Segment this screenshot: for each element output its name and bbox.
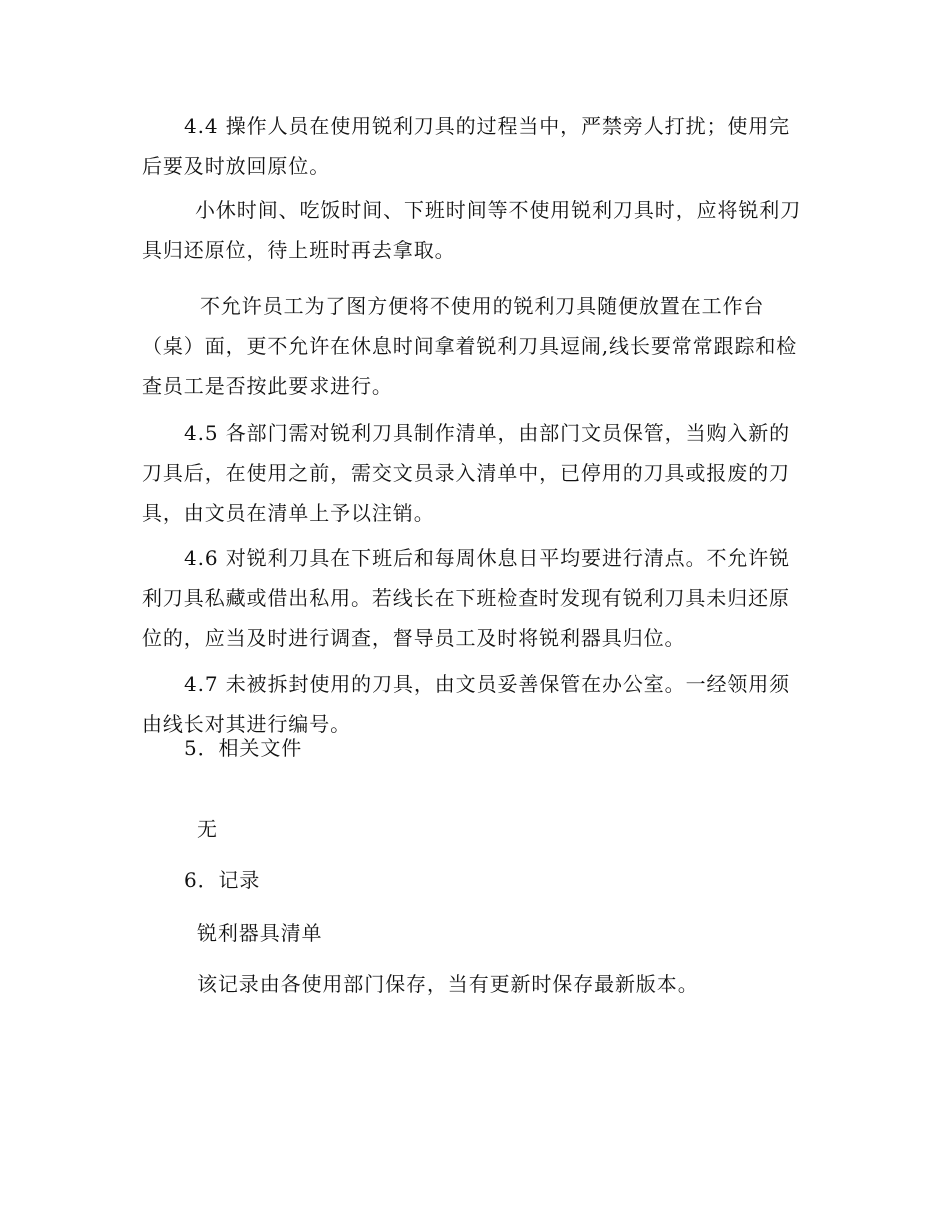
paragraph-4-4: 4.4 操作人员在使用锐利刀具的过程当中，严禁旁人打扰；使用完后要及时放回原位。 <box>142 114 791 178</box>
section-5-content: 无 <box>197 817 218 841</box>
paragraph-rest-time: 小休时间、吃饭时间、下班时间等不使用锐利刀具时，应将锐利刀具归还原位，待上班时再去拿取。 <box>142 198 802 262</box>
paragraph-4-6: 4.6 对锐利刀具在下班后和每周休息日平均要进行清点。不允许锐利刀具私藏或借出私用。若线长在下班检查时发现有锐利刀具未归还原位的，应当及时进行调查，督导员工及时将锐利器具归位。 <box>142 546 791 650</box>
paragraph-not-allowed: 不允许员工为了图方便将不使用的锐利刀具随便放置在工作台（桌）面，更不允许在休息时间拿着锐利刀具逗闹,线长要常常跟踪和检查员工是否按此要求进行。 <box>142 294 798 398</box>
section-5-heading: 5．相关文件 <box>184 736 303 760</box>
paragraph-4-7: 4.7 未被拆封使用的刀具，由文员妥善保管在办公室。一经领用须由线长对其进行编号。 <box>142 672 791 736</box>
paragraph-4-5: 4.5 各部门需对锐利刀具制作清单，由部门文员保管，当购入新的刀具后，在使用之前，需交文员录入清单中，已停用的刀具或报废的刀具，由文员在清单上予以注销。 <box>142 421 791 525</box>
section-6-heading: 6．记录 <box>184 868 261 892</box>
section-6-note: 该记录由各使用部门保存，当有更新时保存最新版本。 <box>197 972 699 996</box>
section-6-record-item: 锐利器具清单 <box>197 921 323 945</box>
